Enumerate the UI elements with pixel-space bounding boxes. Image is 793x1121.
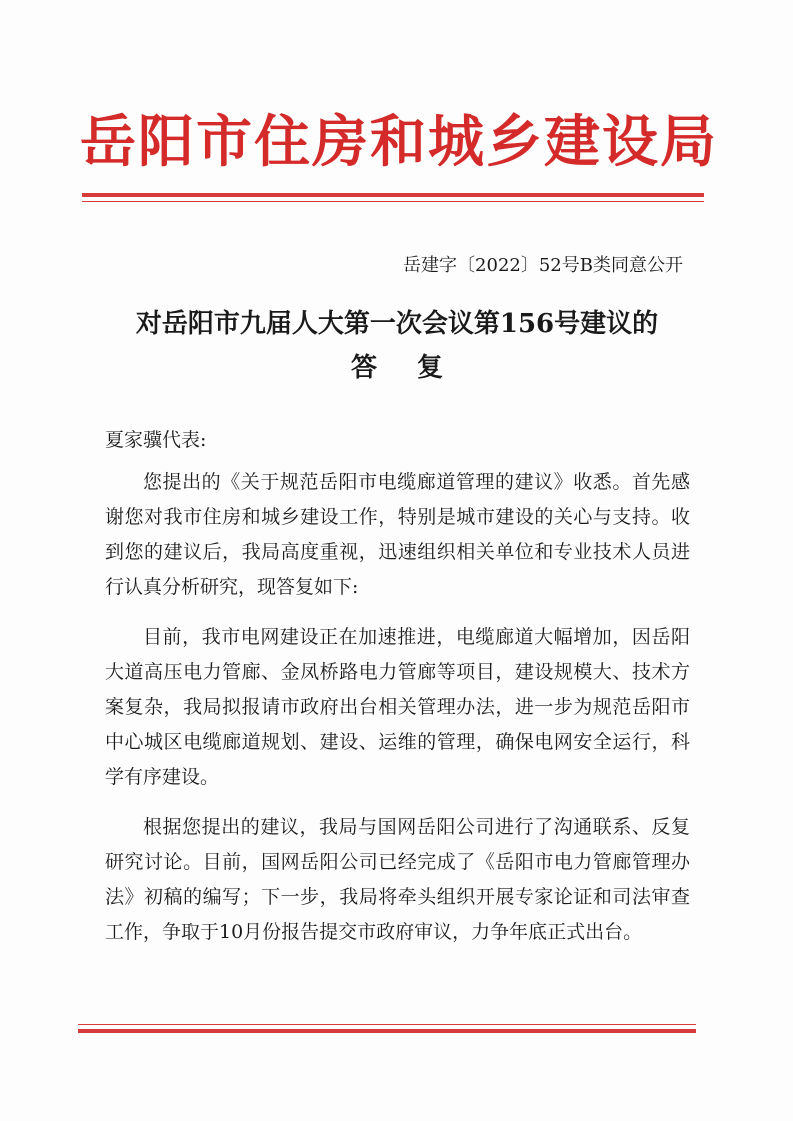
document-title — [80, 302, 714, 390]
divider-thick-line — [78, 1029, 696, 1033]
footer-divider — [78, 1024, 696, 1033]
salutation: 夏家骥代表: — [105, 429, 207, 451]
body-paragraph: 目前，我市电网建设正在加速推进，电缆廊道大幅增加，因岳阳大道高压电力管廊、金凤桥路电力管廊等项目，建设规模大、技术方案复杂，我局拟报请市政府出台相关管理办法，进一步为规范岳阳市中心城区电缆廊道规划、建设、运维的管理，确保电网安全运行，科学有序建设。 — [105, 626, 690, 788]
divider-thin-line — [78, 1024, 696, 1025]
body-paragraph: 根据您提出的建议，我局与国网岳阳公司进行了沟通联系、反复研究讨论。目前，国网岳阳公司已经完成了《岳阳市电力管廊管理办法》初稿的编写；下一步，我局将牵头组织开展专家论证和司法审查工作，争取于10月份报告提交市政府审议，力争年底正式出台。 — [105, 816, 690, 943]
document-title-line2: 答复 — [350, 353, 483, 383]
document-body — [105, 465, 690, 965]
document-number: 岳建字〔2022〕52号B类同意公开 — [403, 255, 683, 276]
letterhead-title: 岳阳市住房和城乡建设局 — [80, 110, 718, 175]
document-title-line1: 对岳阳市九届人大第一次会议第156号建议的 — [135, 309, 659, 339]
body-paragraph: 您提出的《关于规范岳阳市电缆廊道管理的建议》收悉。首先感谢您对我市住房和城乡建设工作，特别是城市建设的关心与支持。收到您的建议后，我局高度重视，迅速组织相关单位和专业技术人员进行认真分析研究，现答复如下: — [105, 471, 690, 598]
divider-thin-line — [82, 201, 704, 202]
letterhead-divider — [82, 193, 704, 202]
divider-thick-line — [82, 193, 704, 197]
